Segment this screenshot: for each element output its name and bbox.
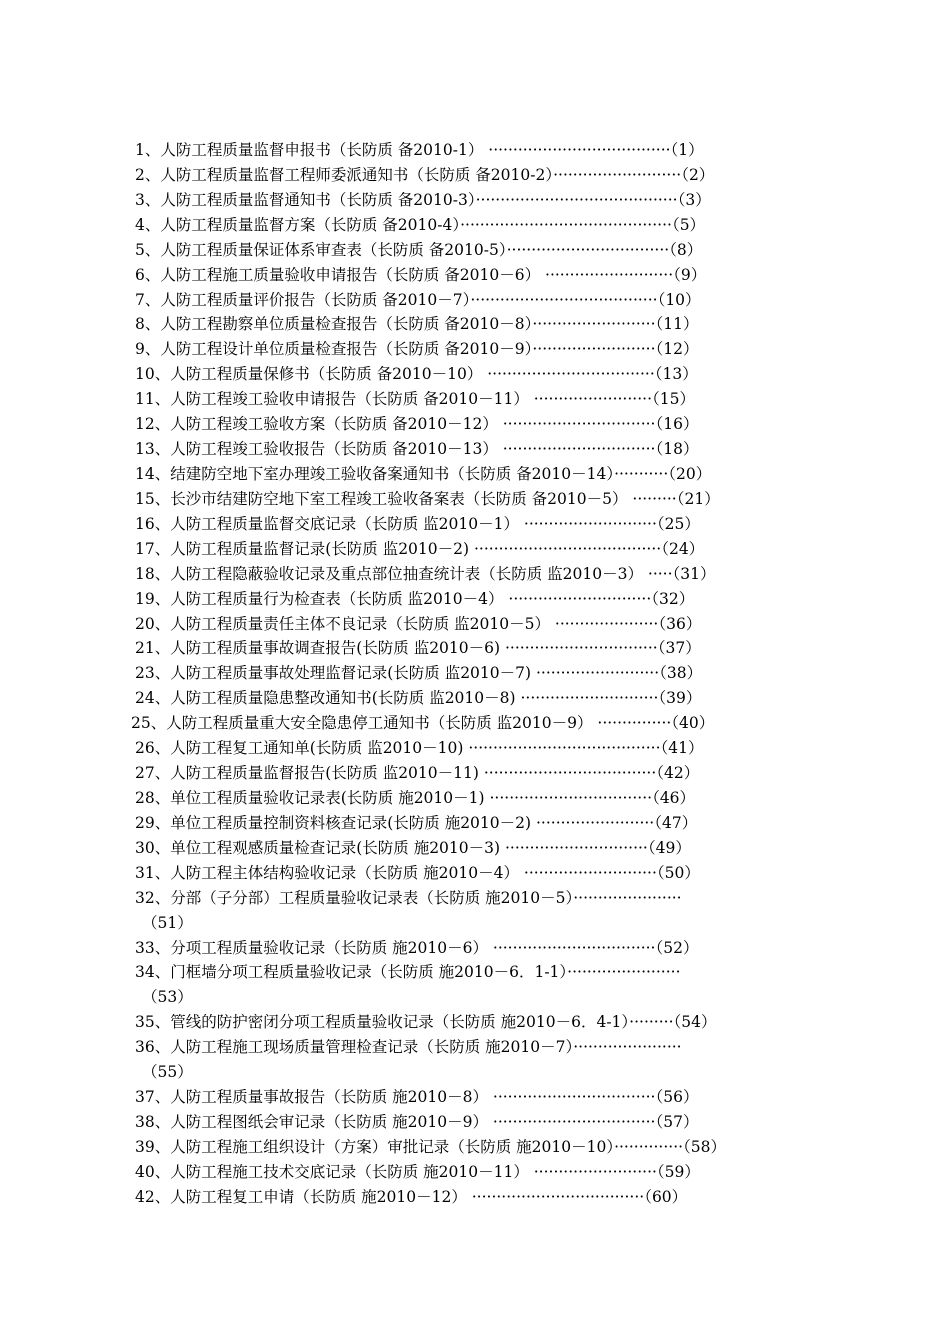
toc-entry-text: 14、结建防空地下室办理竣工验收备案通知书（长防质 备2010－14）···········（20）: [135, 464, 712, 483]
toc-entry-text: 38、人防工程图纸会审记录（长防质 施2010－9） ·································（57）: [135, 1112, 699, 1131]
toc-entry[interactable]: [0, 263, 950, 288]
toc-entry-text: 18、人防工程隐蔽验收记录及重点部位抽查统计表（长防质 监2010－3） ·····（31）: [135, 564, 716, 583]
toc-entry[interactable]: [0, 836, 950, 861]
toc-entry-text: 1、人防工程质量监督申报书（长防质 备2010-1） ·····································（1）: [135, 141, 704, 159]
toc-entry[interactable]: [0, 238, 950, 263]
toc-entry[interactable]: [0, 462, 950, 487]
toc-entry-text: 30、单位工程观感质量检查记录(长防质 施2010－3) ·····························（49）: [135, 838, 691, 857]
toc-entry-text: （53）: [142, 988, 193, 1007]
toc-entry[interactable]: [0, 387, 950, 412]
toc-entry[interactable]: [0, 1085, 950, 1110]
toc-entry[interactable]: [0, 537, 950, 562]
toc-entry-text: 24、人防工程质量隐患整改通知书(长防质 监2010－8) ····························（39）: [135, 689, 702, 708]
toc-entry-text: 3、人防工程质量监督通知书（长防质 备2010-3）·········································（3）: [135, 190, 711, 209]
toc-entry[interactable]: [0, 1110, 950, 1135]
toc-entry-text: 6、人防工程施工质量验收申请报告（长防质 备2010－6） ··························（9）: [135, 265, 707, 284]
toc-entry-text: 13、人防工程竣工验收报告（长防质 备2010－13） ·······························（18）: [135, 440, 699, 459]
toc-entry-text: 27、人防工程质量监督报告(长防质 监2010－11) ···································（42）: [135, 764, 700, 783]
toc-entry-text: 23、人防工程质量事故处理监督记录(长防质 监2010－7) ·························（38）: [135, 664, 703, 683]
toc-page-number[interactable]: [0, 985, 950, 1010]
table-of-contents: [0, 138, 950, 1210]
toc-entry-text: 42、人防工程复工申请（长防质 施2010－12） ···································（60）: [135, 1187, 688, 1206]
toc-entry[interactable]: [0, 1135, 950, 1160]
toc-entry[interactable]: [0, 1035, 950, 1060]
toc-entry-text: 25、人防工程质量重大安全隐患停工通知书（长防质 监2010－9） ···············（40）: [131, 714, 715, 733]
toc-entry-text: 39、人防工程施工组织设计（方案）审批记录（长防质 施2010－10）··············（58）: [135, 1137, 727, 1156]
toc-entry-text: 11、人防工程竣工验收申请报告（长防质 备2010－11） ························（15）: [135, 390, 695, 409]
toc-entry-text: 31、人防工程主体结构验收记录（长防质 施2010－4） ···························（50）: [135, 863, 700, 882]
toc-entry-text: 16、人防工程质量监督交底记录（长防质 监2010－1） ···························（25）: [135, 514, 700, 533]
toc-entry[interactable]: [0, 936, 950, 961]
toc-entry[interactable]: [0, 213, 950, 238]
toc-entry[interactable]: [0, 163, 950, 188]
toc-entry[interactable]: [0, 512, 950, 537]
toc-entry-text: （55）: [142, 1063, 193, 1082]
toc-entry-text: 32、分部（子分部）工程质量验收记录表（长防质 施2010－5）······················: [135, 888, 682, 907]
toc-entry-text: 28、单位工程质量验收记录表(长防质 施2010－1) ·································（46）: [135, 788, 696, 807]
toc-page-number[interactable]: [0, 911, 950, 936]
toc-entry-text: 7、人防工程质量评价报告（长防质 备2010－7）······································（10）: [135, 290, 701, 309]
toc-entry-text: 26、人防工程复工通知单(长防质 监2010－10) ·······································（41）: [135, 739, 704, 758]
toc-entry[interactable]: [0, 761, 950, 786]
toc-entry[interactable]: [0, 288, 950, 313]
toc-entry[interactable]: [0, 636, 950, 661]
toc-entry[interactable]: [0, 1160, 950, 1185]
toc-entry[interactable]: [0, 362, 950, 387]
toc-entry-text: 2、人防工程质量监督工程师委派通知书（长防质 备2010-2）··························（2）: [135, 165, 715, 184]
toc-entry-text: 17、人防工程质量监督记录(长防质 监2010－2) ······································（24）: [135, 539, 705, 558]
toc-entry[interactable]: [0, 1010, 950, 1035]
toc-entry[interactable]: [0, 337, 950, 362]
toc-entry-text: 8、人防工程勘察单位质量检查报告（长防质 备2010－8）·························（11）: [135, 315, 699, 334]
toc-entry[interactable]: [0, 437, 950, 462]
toc-entry-text: 21、人防工程质量事故调查报告(长防质 监2010－6) ·······························（37）: [135, 639, 701, 658]
toc-entry[interactable]: [0, 1185, 950, 1210]
toc-entry-text: 9、人防工程设计单位质量检查报告（长防质 备2010－9）·························（12）: [135, 340, 699, 359]
toc-entry-text: 20、人防工程质量责任主体不良记录（长防质 监2010－5） ·····················（36）: [135, 614, 702, 633]
toc-entry[interactable]: [0, 661, 950, 686]
toc-entry[interactable]: [0, 138, 950, 163]
toc-entry[interactable]: [0, 612, 950, 637]
toc-entry-text: 19、人防工程质量行为检查表（长防质 监2010－4） ·····························（32）: [135, 589, 695, 608]
toc-entry-text: 36、人防工程施工现场质量管理检查记录（长防质 施2010－7）······················: [135, 1038, 682, 1057]
toc-entry[interactable]: [0, 412, 950, 437]
toc-entry-text: 4、人防工程质量监督方案（长防质 备2010-4）···········································（5）: [135, 215, 706, 234]
toc-entry[interactable]: [0, 786, 950, 811]
toc-entry-text: （51）: [142, 913, 193, 932]
toc-entry-text: 37、人防工程质量事故报告（长防质 施2010－8） ·································（56）: [135, 1088, 699, 1107]
toc-entry-text: 12、人防工程竣工验收方案（长防质 备2010－12） ·······························（16）: [135, 415, 699, 434]
toc-entry[interactable]: [0, 487, 950, 512]
toc-entry[interactable]: [0, 861, 950, 886]
toc-entry[interactable]: [0, 960, 950, 985]
toc-entry-text: 15、长沙市结建防空地下室工程竣工验收备案表（长防质 备2010－5） ·········（21）: [135, 489, 720, 508]
toc-entry-text: 29、单位工程质量控制资料核查记录(长防质 施2010－2) ························（47）: [135, 813, 698, 832]
toc-entry[interactable]: [0, 587, 950, 612]
toc-entry-text: 5、人防工程质量保证体系审查表（长防质 备2010-5）·································（8）: [135, 240, 703, 259]
toc-entry-text: 40、人防工程施工技术交底记录（长防质 施2010－11） ·························（59）: [135, 1162, 700, 1181]
toc-entry[interactable]: [0, 811, 950, 836]
toc-entry-text: 35、管线的防护密闭分项工程质量验收记录（长防质 施2010－6．4-1）·········（54）: [135, 1013, 717, 1032]
toc-entry[interactable]: [0, 188, 950, 213]
toc-entry[interactable]: [0, 711, 950, 736]
toc-entry-text: 33、分项工程质量验收记录（长防质 施2010－6） ·································（52）: [135, 938, 699, 957]
toc-entry[interactable]: [0, 736, 950, 761]
toc-entry[interactable]: [0, 312, 950, 337]
toc-entry[interactable]: [0, 886, 950, 911]
toc-entry[interactable]: [0, 686, 950, 711]
toc-entry-text: 34、门框墙分项工程质量验收记录（长防质 施2010－6．1-1）·······················: [135, 963, 681, 982]
toc-entry-text: 10、人防工程质量保修书（长防质 备2010－10） ··································（13）: [135, 365, 698, 384]
toc-page-number[interactable]: [0, 1060, 950, 1085]
toc-entry[interactable]: [0, 562, 950, 587]
